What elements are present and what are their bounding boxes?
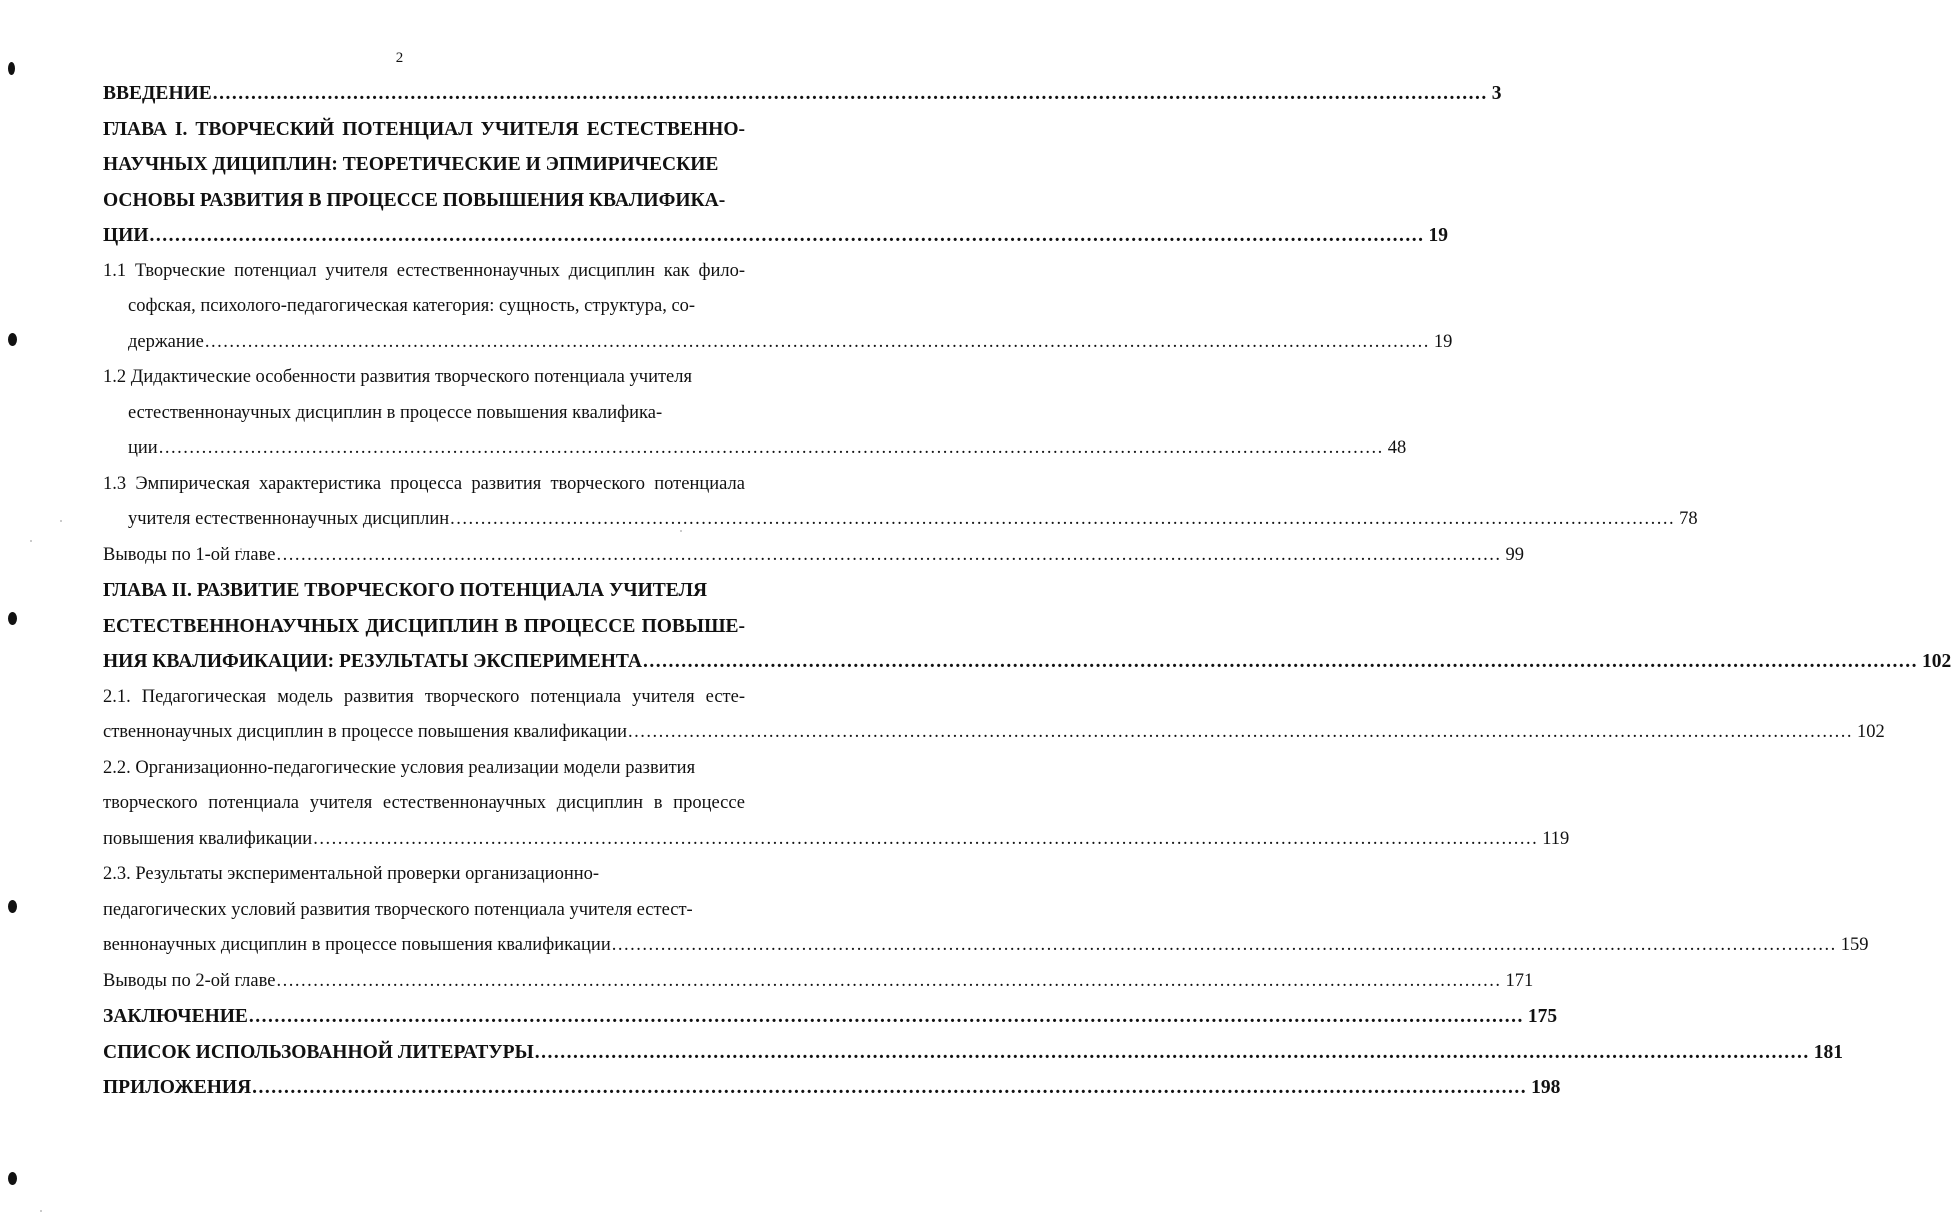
toc-entry-page: 19 (1428, 225, 1449, 246)
toc-entry-page: 181 (1813, 1041, 1843, 1063)
toc-line (103, 325, 1453, 361)
toc-entry-title: учителя естественнонаучных дисциплин (128, 509, 450, 529)
toc-line (103, 431, 1407, 467)
page-number: 2 (395, 50, 404, 66)
dot-leader: ........................................................................................................................................................................................................ (276, 544, 1502, 565)
toc-line: софская, психолого-педагогическая категория: сущность, структура, со- (128, 296, 696, 316)
dot-leader: ........................................................................................................................................................................................................ (248, 1006, 1524, 1027)
toc-line (103, 928, 1869, 964)
toc-line (103, 822, 1570, 858)
toc-line: НАУЧНЫХ ДИЦИПЛИН: ТЕОРЕТИЧЕСКИЕ И ЭПМИРИЧЕСКИЕ (103, 154, 719, 175)
toc-line: ЕСТЕСТВЕННОНАУЧНЫХ ДИСЦИПЛИН В ПРОЦЕССЕ ПОВЫШЕ- (103, 615, 745, 637)
toc-line: ГЛАВА II. РАЗВИТИЕ ТВОРЧЕСКОГО ПОТЕНЦИАЛА УЧИТЕЛЯ (103, 580, 708, 601)
toc-entry-title: ЦИИ (103, 225, 149, 246)
toc-line: 2.3. Результаты экспериментальной проверки организационно- (103, 864, 600, 884)
toc-entry-title: держание (128, 331, 204, 352)
dot-leader: ........................................................................................................................................................................................................ (212, 83, 1488, 104)
toc-entry-title: Выводы по 2-ой главе (103, 970, 276, 991)
toc-entry-title: ственнонаучных дисциплин в процессе повышения квалификации (103, 722, 628, 742)
toc-line: педагогических условий развития творческого потенциала учителя естест- (103, 899, 693, 920)
toc-entry-page: 78 (1679, 509, 1698, 529)
toc-entry-title: веннонаучных дисциплин в процессе повышения квалификации (103, 935, 611, 955)
dot-leader: ........................................................................................................................................................................................................ (611, 935, 1837, 955)
toc-entry-page: 198 (1531, 1077, 1561, 1098)
toc-line: 1.3 Эмпирическая характеристика процесса развития творческого потенциала (103, 473, 745, 494)
binding-hole-mark (8, 333, 17, 346)
toc-entry-page: 48 (1387, 438, 1407, 458)
toc-entry-page: 102 (1857, 722, 1885, 742)
dot-leader: ........................................................................................................................................................................................................ (158, 438, 1384, 458)
dot-leader: ........................................................................................................................................................................................................ (204, 331, 1430, 352)
toc-entry-title: Выводы по 1-ой главе (103, 544, 276, 565)
toc-entry-title: ВВЕДЕНИЕ (103, 83, 212, 104)
dot-leader: ........................................................................................................................................................................................................ (252, 1077, 1528, 1098)
binding-hole-mark (8, 62, 15, 75)
toc-entry-page: 99 (1505, 544, 1524, 565)
toc-line (103, 76, 1502, 112)
binding-hole-mark (8, 1172, 17, 1185)
table-of-contents (103, 76, 1951, 1106)
toc-line (103, 964, 1534, 1000)
toc-line (103, 1035, 1843, 1071)
toc-entry-title: ЗАКЛЮЧЕНИЕ (103, 1006, 248, 1027)
toc-entry-page: 159 (1840, 935, 1869, 955)
toc-entry-page: 175 (1527, 1006, 1558, 1027)
toc-line: 1.1 Творческие потенциал учителя естественнонаучных дисциплин как фило- (103, 260, 745, 281)
scan-speck (60, 520, 62, 522)
toc-line (103, 999, 1558, 1035)
toc-line: 1.2 Дидактические особенности развития творческого потенциала учителя (103, 367, 693, 387)
dot-leader: ........................................................................................................................................................................................................ (450, 509, 1676, 529)
dot-leader: ........................................................................................................................................................................................................ (628, 722, 1854, 742)
toc-line: ОСНОВЫ РАЗВИТИЯ В ПРОЦЕССЕ ПОВЫШЕНИЯ КВАЛИФИКА- (103, 189, 726, 211)
dot-leader: ........................................................................................................................................................................................................ (643, 651, 1919, 672)
toc-line: 2.2. Организационно-педагогические условия реализации модели развития (103, 757, 696, 778)
toc-line (103, 1070, 1561, 1106)
toc-line: 2.1. Педагогическая модель развития творческого потенциала учителя есте- (103, 686, 745, 707)
toc-entry-page: 119 (1542, 828, 1570, 849)
toc-entry-title: повышения квалификации (103, 828, 313, 849)
toc-entry-title: НИЯ КВАЛИФИКАЦИИ: РЕЗУЛЬТАТЫ ЭКСПЕРИМЕНТА (103, 651, 643, 672)
binding-hole-mark (8, 900, 17, 913)
dot-leader: ........................................................................................................................................................................................................ (276, 970, 1502, 991)
dot-leader: ........................................................................................................................................................................................................ (149, 225, 1425, 246)
toc-entry-page: 19 (1433, 331, 1453, 352)
toc-line: ГЛАВА I. ТВОРЧЕСКИЙ ПОТЕНЦИАЛ УЧИТЕЛЯ ЕСТЕСТВЕННО- (103, 118, 745, 140)
toc-line (103, 644, 1951, 680)
toc-line (103, 715, 1885, 751)
binding-hole-mark (8, 612, 17, 625)
toc-entry-page: 171 (1505, 970, 1534, 991)
toc-entry-page: 102 (1922, 651, 1951, 672)
toc-line: естественнонаучных дисциплин в процессе повышения квалифика- (128, 402, 663, 423)
dot-leader: ........................................................................................................................................................................................................ (313, 828, 1539, 849)
toc-entry-title: СПИСОК ИСПОЛЬЗОВАННОЙ ЛИТЕРАТУРЫ (103, 1041, 534, 1063)
toc-line: творческого потенциала учителя естественнонаучных дисциплин в процессе (103, 793, 745, 813)
scan-speck (40, 1210, 42, 1212)
dot-leader: ........................................................................................................................................................................................................ (534, 1041, 1810, 1063)
toc-line (103, 218, 1449, 254)
toc-line (103, 502, 1698, 538)
toc-entry-title: ции (128, 438, 158, 458)
toc-entry-page: 3 (1491, 83, 1502, 104)
scan-speck (30, 540, 32, 542)
toc-entry-title: ПРИЛОЖЕНИЯ (103, 1077, 252, 1098)
toc-line (103, 538, 1524, 574)
